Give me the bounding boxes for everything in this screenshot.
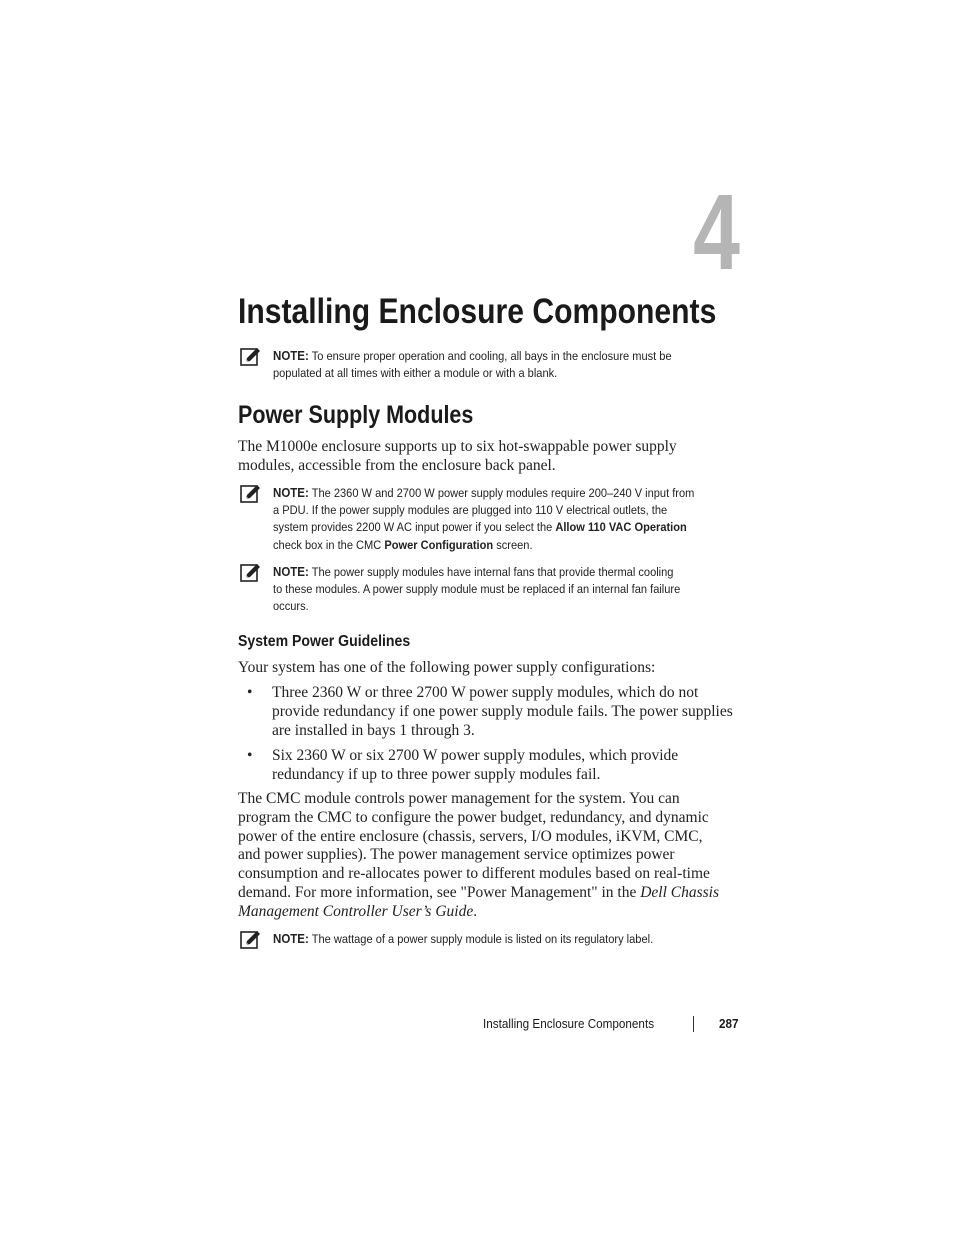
note-label: NOTE: — [273, 485, 309, 500]
note-2-line-1: The 2360 W and 2700 W power supply modules require 200–240 V input from — [311, 486, 695, 500]
config-list — [238, 684, 738, 785]
intro-paragraph — [238, 438, 738, 476]
intro-line-2: modules, accessible from the enclosure back panel. — [238, 456, 556, 474]
note-label: NOTE: — [273, 564, 309, 579]
cmc-line-4: and power supplies). The power management service optimizes power — [238, 846, 675, 864]
cmc-line-6: demand. For more information, see "Power Management" in the — [238, 883, 641, 901]
list-item — [238, 684, 738, 740]
bullet-1-line-3: are installed in bays 1 through 3. — [272, 721, 475, 739]
note-3-line-2: to these modules. A power supply module must be replaced if an internal fan failure — [273, 582, 681, 597]
note-2-line-3: system provides 2200 W AC input power if you select the — [273, 520, 556, 535]
config-intro: Your system has one of the following power supply configurations: — [238, 659, 656, 676]
footer-title: Installing Enclosure Components — [483, 1016, 655, 1031]
note-pencil-icon — [240, 930, 262, 950]
section-title: Power Supply Modules — [238, 401, 474, 429]
note-4-line-1: The wattage of a power supply module is listed on its regulatory label. — [311, 932, 654, 946]
cmc-line-7-end: . — [473, 902, 478, 920]
allow-110vac-option-label: Allow 110 VAC Operation — [555, 520, 687, 535]
power-configuration-label: Power Configuration — [384, 537, 494, 552]
note-label: NOTE: — [273, 348, 309, 363]
bullet-2-line-2: redundancy if up to three power supply modules fail. — [272, 766, 601, 784]
subsection-title: System Power Guidelines — [238, 633, 411, 650]
page-number: 287 — [719, 1016, 739, 1031]
note-2-line-2: a PDU. If the power supply modules are plugged into 110 V electrical outlets, the — [273, 503, 668, 518]
note-pencil-icon — [240, 347, 262, 367]
cmc-line-2: program the CMC to configure the power budget, redundancy, and dynamic — [238, 808, 709, 826]
chapter-title: Installing Enclosure Components — [238, 292, 717, 331]
note-pencil-icon — [240, 563, 262, 583]
cmc-paragraph — [238, 790, 738, 922]
note-3-line-3: occurs. — [273, 599, 309, 614]
note-pencil-icon — [240, 484, 262, 504]
note-3-line-1: The power supply modules have internal fans that provide thermal cooling — [311, 565, 674, 579]
chapter-number: 4 — [693, 171, 740, 292]
list-item — [238, 747, 738, 785]
cmc-line-3: power of the entire enclosure (chassis, servers, I/O modules, iKVM, CMC, — [238, 827, 703, 845]
cmc-line-1: The CMC module controls power management for the system. You can — [238, 790, 680, 807]
cmc-line-5: consumption and re-allocates power to different modules based on real-time — [238, 865, 710, 883]
bullet-1-line-1: Three 2360 W or three 2700 W power supply modules, which do not — [272, 684, 699, 701]
footer-separator — [693, 1016, 694, 1032]
guide-title-part-1: Dell Chassis — [640, 883, 720, 901]
bullet-2-line-1: Six 2360 W or six 2700 W power supply modules, which provide — [272, 747, 679, 765]
bullet-1-line-2: provide redundancy if one power supply module fails. The power supplies — [272, 702, 733, 720]
note-2-line-4: check box in the CMC — [273, 537, 385, 552]
note-1-line-1: To ensure proper operation and cooling, all bays in the enclosure must be — [311, 349, 672, 363]
guide-title-part-2: Management Controller User’s Guide — [238, 902, 474, 920]
bullet-icon: • — [247, 747, 253, 765]
intro-line-1: The M1000e enclosure supports up to six hot-swappable power supply — [238, 438, 677, 455]
note-label: NOTE: — [273, 931, 309, 946]
note-1-line-2: populated at all times with either a module or with a blank. — [273, 366, 558, 381]
note-2-line-4-end: screen. — [493, 537, 533, 552]
bullet-icon: • — [247, 684, 253, 701]
